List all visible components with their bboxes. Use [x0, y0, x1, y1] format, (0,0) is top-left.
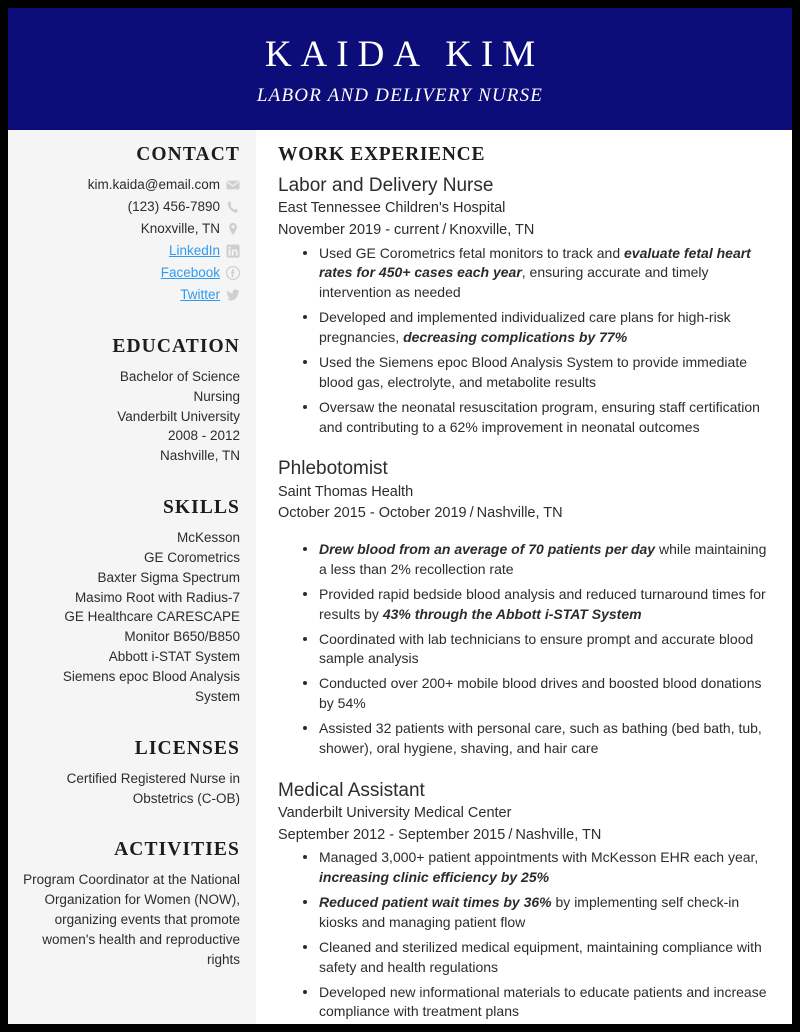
- bullet-text: Managed 3,000+ patient appointments with McKesson EHR each year,: [319, 849, 759, 866]
- work-experience-heading: WORK EXPERIENCE: [278, 144, 486, 165]
- bullet-emphasis: evaluate fetal heart rates for 450+ cases each year: [319, 244, 751, 281]
- contact-item-text[interactable]: Twitter: [180, 287, 220, 303]
- contact-item-text: Knoxville, TN: [140, 221, 220, 237]
- contact-item-text: (123) 456-7890: [127, 199, 220, 215]
- bullet-text: Coordinated with lab technicians to ensure prompt and accurate blood sample analysis: [319, 630, 754, 667]
- activities-list: [18, 870, 240, 969]
- job-bullet: [303, 308, 776, 348]
- education-line: Nursing: [193, 388, 240, 404]
- job-bullet: [303, 719, 776, 759]
- education-line: 2008 - 2012: [167, 428, 240, 444]
- contact-item-text: kim.kaida@email.com: [87, 177, 220, 192]
- twitter-icon[interactable]: [226, 288, 240, 302]
- job-bullet-list: [278, 848, 776, 1022]
- contact-section: [18, 144, 240, 305]
- job-entry: [278, 456, 776, 758]
- job-bullet: [303, 353, 776, 393]
- bullet-text: Conducted over 200+ mobile blood drives and boosted blood donations by 54%: [319, 675, 762, 712]
- job-spacer: [278, 442, 776, 456]
- education-section: [18, 336, 240, 466]
- contact-item[interactable]: [18, 285, 240, 305]
- linkedin-icon[interactable]: [226, 244, 240, 258]
- phone-icon: [226, 200, 240, 214]
- job-bullet: [303, 630, 776, 670]
- bullet-emphasis: 43% through the Abbott i-STAT System: [382, 605, 642, 622]
- bullet-text: Provided rapid bedside blood analysis and reduced turnaround times for results by: [319, 585, 766, 622]
- skill-item: Abbott i-STAT System: [108, 649, 240, 665]
- contact-item: [18, 219, 240, 239]
- contact-item-text[interactable]: Facebook: [160, 265, 220, 281]
- headline-subtitle: LABOR AND DELIVERY NURSE: [256, 85, 544, 107]
- license-item: Certified Registered Nurse in Obstetrics (C-OB): [66, 770, 240, 806]
- skill-item: Siemens epoc Blood Analysis System: [62, 669, 240, 704]
- education-list: [18, 367, 240, 466]
- job-meta-separator: /: [469, 505, 474, 522]
- contact-heading: CONTACT: [136, 144, 240, 165]
- skill-item: McKesson: [176, 530, 240, 546]
- job-title: Phlebotomist: [278, 458, 388, 480]
- bullet-text: Cleaned and sterilized medical equipment, maintaining compliance with safety and health regulations: [319, 938, 762, 975]
- bullet-text: Used GE Corometrics fetal monitors to track and: [319, 244, 624, 261]
- bullet-text: Developed new informational materials to educate patients and increase compliance with treatment plans: [319, 983, 767, 1020]
- envelope-icon: [226, 178, 240, 192]
- job-bullet: [303, 585, 776, 625]
- job-bullet: [303, 893, 776, 933]
- job-bullet: [303, 674, 776, 714]
- bullet-text: by implementing self check-in kiosks and managing patient flow: [319, 894, 740, 930]
- job-meta-separator: /: [508, 826, 513, 843]
- job-title: Medical Assistant: [278, 779, 425, 801]
- work-experience-list: [278, 173, 776, 1022]
- map-pin-icon: [226, 222, 240, 236]
- job-bullet: [303, 540, 776, 580]
- bullet-text: Used the Siemens epoc Blood Analysis System to provide immediate blood gas, electrolyte, and metabolite results: [319, 353, 747, 390]
- skill-item: GE Healthcare CARESCAPE Monitor B650/B850: [64, 609, 240, 645]
- job-bullet-list: [278, 540, 776, 759]
- job-location: Knoxville, TN: [449, 221, 535, 238]
- resume-page: [8, 8, 792, 1024]
- page-title: KAIDA KIM: [264, 33, 545, 75]
- job-dates: September 2012 - September 2015: [278, 826, 506, 843]
- job-location: Nashville, TN: [476, 505, 563, 522]
- contact-item-text[interactable]: LinkedIn: [168, 243, 220, 259]
- job-entry: [278, 778, 776, 1023]
- contact-item[interactable]: [18, 241, 240, 261]
- job-location: Nashville, TN: [515, 826, 602, 843]
- job-bullet: [303, 848, 776, 888]
- skill-item: Baxter Sigma Spectrum: [97, 569, 240, 585]
- job-meta: [278, 503, 776, 525]
- job-meta: [278, 220, 776, 242]
- main-column: [256, 130, 792, 1024]
- education-line: Nashville, TN: [159, 448, 240, 464]
- sidebar: [8, 130, 256, 1024]
- job-spacer: [278, 764, 776, 778]
- bullet-text: , ensuring accurate and timely intervention as needed: [319, 264, 709, 301]
- bullet-emphasis: Drew blood from an average of 70 patients per day: [319, 541, 656, 558]
- bullet-text: Developed and implemented individualized care plans for high-risk pregnancies,: [319, 309, 731, 346]
- job-meta: [278, 825, 776, 847]
- resume-body: [8, 130, 792, 1024]
- job-bullet-list: [278, 244, 776, 438]
- job-company: East Tennessee Children's Hospital: [278, 200, 506, 217]
- licenses-list: [18, 769, 240, 809]
- contact-item: [18, 175, 240, 195]
- activities-section: [18, 839, 240, 969]
- contact-item: [18, 197, 240, 217]
- job-bullet: [303, 244, 776, 304]
- job-entry: [278, 173, 776, 437]
- job-title: Labor and Delivery Nurse: [278, 175, 494, 196]
- contact-list: [18, 175, 240, 305]
- resume-header: [8, 8, 792, 130]
- facebook-icon[interactable]: [226, 266, 240, 280]
- job-meta-separator: /: [442, 221, 447, 238]
- skills-list: [18, 528, 240, 707]
- job-company: Saint Thomas Health: [278, 483, 414, 500]
- bullet-emphasis: Reduced patient wait times by 36%: [319, 894, 552, 911]
- licenses-section: [18, 738, 240, 809]
- bullet-emphasis: increasing clinic efficiency by 25%: [319, 869, 550, 886]
- licenses-heading: LICENSES: [134, 737, 240, 759]
- skill-item: GE Corometrics: [143, 549, 240, 565]
- job-dates: November 2019 - current: [278, 221, 440, 238]
- contact-item[interactable]: [18, 263, 240, 283]
- bullet-emphasis: decreasing complications by 77%: [403, 329, 628, 346]
- education-line: Bachelor of Science: [119, 368, 240, 384]
- activity-item: Program Coordinator at the National Organization for Women (NOW), organizing events that promote women's health and reproductive rights: [23, 872, 240, 967]
- education-line: Vanderbilt University: [117, 408, 240, 424]
- job-bullet: [303, 938, 776, 978]
- bullet-text: while maintaining a less than 2% recollection rate: [319, 541, 767, 577]
- job-bullet: [303, 398, 776, 438]
- education-heading: EDUCATION: [112, 335, 240, 357]
- bullet-text: Assisted 32 patients with personal care, such as bathing (bed bath, tub, shower), oral hygiene, shaving, and hair care: [319, 720, 762, 756]
- skill-item: Masimo Root with Radius-7: [74, 589, 240, 605]
- job-bullet: [303, 983, 776, 1023]
- skills-heading: SKILLS: [162, 497, 240, 519]
- activities-heading: ACTIVITIES: [114, 839, 240, 861]
- job-dates: October 2015 - October 2019: [278, 505, 467, 522]
- skills-section: [18, 497, 240, 707]
- job-company: Vanderbilt University Medical Center: [278, 804, 512, 821]
- bullet-text: Oversaw the neonatal resuscitation program, ensuring staff certification and contributing to a 62% improvement in neonatal outcomes: [319, 398, 760, 435]
